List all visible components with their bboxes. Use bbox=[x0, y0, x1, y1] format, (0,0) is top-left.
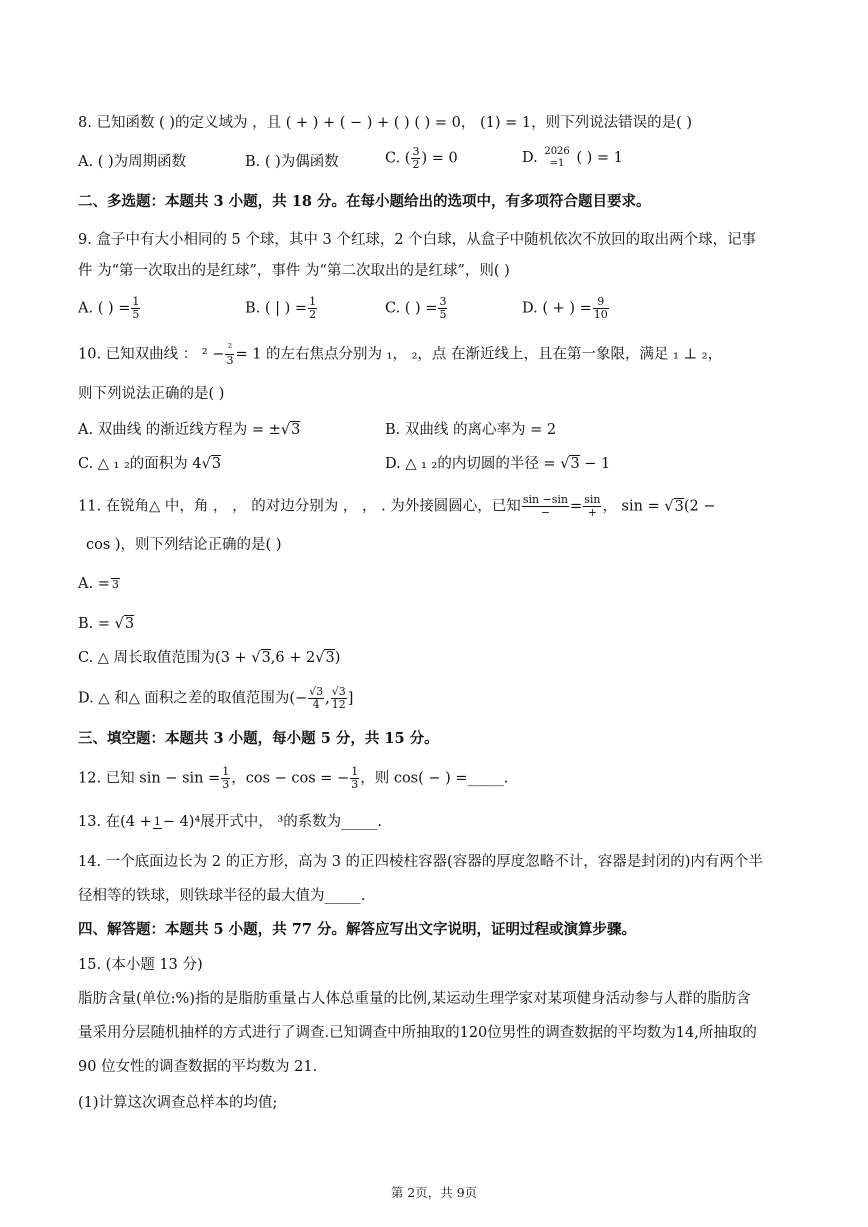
radicand: 3 bbox=[674, 498, 684, 515]
q11-option-b bbox=[78, 614, 134, 634]
q12-fraction-1 bbox=[221, 766, 230, 791]
q11-option-c-mid: ,6 + 2 bbox=[270, 650, 316, 666]
q15-text-line-1: 脂肪含量(单位:%)指的是脂肪重量占人体总重量的比例,某运动生理学家对某项健身活动参与人群的脂肪含 bbox=[78, 991, 751, 1007]
q8-option-d-prefix: D. bbox=[522, 150, 538, 166]
q8-option-c-fraction bbox=[411, 146, 420, 171]
q9-option-a-fraction bbox=[131, 296, 140, 321]
fraction-numerator: 1 bbox=[153, 814, 161, 828]
q15-title: 15. (本小题 13 分) bbox=[78, 957, 203, 973]
q13-stem bbox=[78, 812, 382, 832]
q9-option-c-fraction bbox=[438, 296, 447, 321]
sum-lower-limit: =1 bbox=[549, 158, 565, 169]
q9-option-d-prefix: D. ( + ) = bbox=[522, 300, 592, 317]
fraction-denominator: 2 bbox=[412, 158, 420, 171]
fraction-denominator: 5 bbox=[439, 308, 447, 321]
q8-option-c bbox=[385, 146, 458, 171]
q11-line-1-mid: ， sin = bbox=[602, 498, 660, 515]
q12-mid: ，cos − cos = − bbox=[231, 770, 350, 787]
q10-option-a-prefix: A. 双曲线 的渐近线方程为 = ± bbox=[78, 422, 281, 438]
radicand: 3 bbox=[325, 650, 335, 666]
q11-option-d-fraction-2 bbox=[331, 686, 347, 711]
q11-option-b-prefix: B. = bbox=[78, 616, 111, 632]
q10-option-d bbox=[385, 454, 610, 474]
q9-option-d bbox=[522, 296, 610, 321]
fraction-numerator: sin bbox=[584, 493, 601, 506]
fraction-denominator: 4 bbox=[312, 698, 320, 711]
sqrt-sign: √ bbox=[114, 616, 124, 632]
q11-stem-line-1 bbox=[78, 494, 715, 519]
q11-line-1-prefix: 11. 在锐角△ 中，角 ， ， 的对边分别为 ， ， . 为外接圆圆心，已知 bbox=[78, 498, 521, 515]
q11-equals: = bbox=[570, 498, 583, 515]
sqrt-sign: √ bbox=[664, 498, 674, 515]
q8-option-d-suffix: ( ) = 1 bbox=[576, 150, 623, 166]
q10-line-1-prefix: 10. 已知双曲线 ： ² − bbox=[78, 346, 225, 363]
q9-option-d-fraction bbox=[593, 296, 609, 321]
q11-option-a-prefix: A. = bbox=[78, 576, 110, 592]
fraction-denominator: 10 bbox=[593, 308, 608, 321]
q8-option-c-prefix: C. ( bbox=[385, 150, 411, 167]
fraction-denominator: 2 bbox=[309, 308, 317, 321]
q9-stem-line-2: 件 为“第一次取出的是红球”，事件 为“第二次取出的是红球”，则( ) bbox=[78, 263, 510, 279]
q10-stem-line-2: 则下列说法正确的是( ) bbox=[78, 386, 225, 402]
radicand: 3 bbox=[291, 422, 301, 438]
q8-option-d-sum-symbol bbox=[543, 146, 570, 170]
q14-stem-line-2: 径相等的铁球，则铁球半径的最大值为_____. bbox=[78, 888, 366, 904]
q10-option-c bbox=[78, 454, 221, 474]
fraction-numerator: 9 bbox=[593, 296, 609, 309]
q11-fraction-2 bbox=[583, 494, 601, 519]
fraction-denominator: + bbox=[587, 506, 597, 519]
q11-stem-line-2: cos )，则下列结论正确的是( ) bbox=[86, 537, 282, 553]
q11-option-d bbox=[78, 686, 353, 711]
fraction-numerator: √3 bbox=[309, 685, 324, 698]
q11-option-d-prefix: D. △ 和△ 面积之差的取值范围为(− bbox=[78, 690, 308, 707]
q14-stem-line-1: 14. 一个底面边长为 2 的正方形，高为 3 的正四棱柱容器(容器的厚度忽略不计，容器是封闭的)内有两个半 bbox=[78, 854, 763, 870]
q8-option-a: A. ( )为周期函数 bbox=[78, 154, 187, 170]
fraction-numerator: √3 bbox=[331, 685, 346, 698]
fraction-numerator: 1 bbox=[222, 765, 230, 778]
radicand: 3 bbox=[124, 616, 135, 632]
section-4-heading: 四、解答题：本题共 5 小题，共 77 分。解答应写出文字说明，证明过程或演算步骤。 bbox=[78, 921, 636, 938]
sum-upper-limit: 2026 bbox=[544, 146, 570, 157]
q12-suffix: ，则 cos( − ) =_____. bbox=[360, 770, 509, 787]
q13-prefix: 13. 在(4 + bbox=[78, 814, 152, 830]
q9-option-b-fraction bbox=[308, 296, 317, 321]
q15-part-1: (1)计算这次调查总样本的均值; bbox=[78, 1095, 278, 1111]
fraction-numerator: 1 bbox=[309, 295, 317, 308]
q13-suffix: − 4)⁴展开式中， ³的系数为_____. bbox=[162, 814, 383, 830]
q11-option-c-prefix: C. △ 周长取值范围为(3 + bbox=[78, 650, 247, 666]
fraction-numerator: sin −sin bbox=[522, 493, 569, 506]
q9-option-b-prefix: B. ( | ) = bbox=[245, 300, 308, 317]
q8-option-c-suffix: ) = 0 bbox=[421, 150, 458, 167]
q12-prefix: 12. 已知 sin − sin = bbox=[78, 770, 221, 787]
q10-option-d-suffix: − 1 bbox=[584, 456, 611, 472]
q8-option-b: B. ( )为偶函数 bbox=[245, 154, 339, 170]
q11-option-c-suffix: ) bbox=[334, 650, 341, 666]
q11-option-a-fraction bbox=[111, 578, 120, 591]
q12-fraction-2 bbox=[350, 766, 359, 791]
q11-fraction-1 bbox=[522, 494, 569, 519]
page-footer: 第 2页，共 9页 bbox=[390, 1185, 478, 1200]
q11-option-c bbox=[78, 648, 340, 668]
q15-text-line-3: 90 位女性的调查数据的平均数为 21. bbox=[78, 1059, 318, 1075]
q9-option-a bbox=[78, 296, 141, 321]
fraction-numerator: 3 bbox=[439, 295, 447, 308]
q9-option-c-prefix: C. ( ) = bbox=[385, 300, 438, 317]
radicand: 3 bbox=[261, 650, 271, 666]
q11-line-1-suffix: (2 − bbox=[683, 498, 716, 515]
q13-fraction bbox=[153, 816, 162, 829]
sqrt-sign: √ bbox=[560, 456, 570, 472]
sqrt-sign: √ bbox=[201, 456, 211, 472]
q10-option-c-prefix: C. △ ₁ ₂的面积为 4 bbox=[78, 456, 202, 472]
section-3-heading: 三、填空题：本题共 3 小题，每小题 5 分，共 15 分。 bbox=[78, 730, 439, 747]
q11-option-a bbox=[78, 574, 121, 594]
q10-option-a bbox=[78, 420, 300, 440]
fraction-denominator: 3 bbox=[226, 354, 234, 367]
fraction-numerator: ² bbox=[225, 342, 234, 355]
fraction-numerator: 1 bbox=[132, 295, 140, 308]
fraction-denominator: 3 bbox=[111, 577, 119, 591]
fraction-denominator: 3 bbox=[351, 778, 359, 791]
sqrt-sign: √ bbox=[315, 650, 325, 666]
section-2-heading: 二、多选题：本题共 3 小题，共 18 分。在每小题给出的选项中，有多项符合题目要求。 bbox=[78, 193, 651, 210]
q8-stem: 8. 已知函数 ( )的定义域为 ，且 ( + ) + ( − ) + ( ) ( ) = 0， (1) = 1，则下列说法错误的是( ) bbox=[78, 115, 693, 131]
q9-option-b bbox=[245, 296, 318, 321]
q10-line-1-suffix: = 1 的左右焦点分别为 ₁， ₂，点 在渐近线上，且在第一象限，满足 ₁ ⊥ ₂， bbox=[235, 346, 723, 363]
q11-option-d-suffix: ] bbox=[347, 690, 354, 707]
sqrt-sign: √ bbox=[280, 422, 291, 438]
q9-option-c bbox=[385, 296, 448, 321]
fraction-denominator: 3 bbox=[222, 778, 230, 791]
radicand: 3 bbox=[570, 456, 580, 472]
q10-option-d-prefix: D. △ ₁ ₂的内切圆的半径 = bbox=[385, 456, 556, 472]
sqrt-sign: √ bbox=[251, 650, 261, 666]
q10-option-b: B. 双曲线 的离心率为 = 2 bbox=[385, 422, 557, 438]
fraction-denominator: − bbox=[540, 506, 551, 519]
fraction-numerator: 1 bbox=[351, 765, 359, 778]
q11-option-d-comma: , bbox=[325, 690, 330, 707]
fraction-denominator: 5 bbox=[132, 308, 140, 321]
q12-stem bbox=[78, 766, 508, 791]
q10-stem-line-1 bbox=[78, 342, 722, 367]
q9-stem-line-1: 9. 盒子中有大小相同的 5 个球，其中 3 个红球，2 个白球，从盒子中随机依次不放回的取出两个球，记事 bbox=[78, 232, 757, 248]
q15-text-line-2: 量采用分层随机抽样的方式进行了调查.已知调查中所抽取的120位男性的调查数据的平均数为14,所抽取的 bbox=[78, 1025, 757, 1041]
q8-option-d bbox=[522, 146, 623, 170]
radicand: 3 bbox=[211, 456, 222, 472]
fraction-denominator: 12 bbox=[331, 698, 346, 711]
fraction-numerator: 3 bbox=[412, 145, 420, 158]
q10-fraction bbox=[225, 342, 234, 367]
q11-option-d-fraction-1 bbox=[308, 686, 324, 711]
q9-option-a-prefix: A. ( ) = bbox=[78, 300, 131, 317]
